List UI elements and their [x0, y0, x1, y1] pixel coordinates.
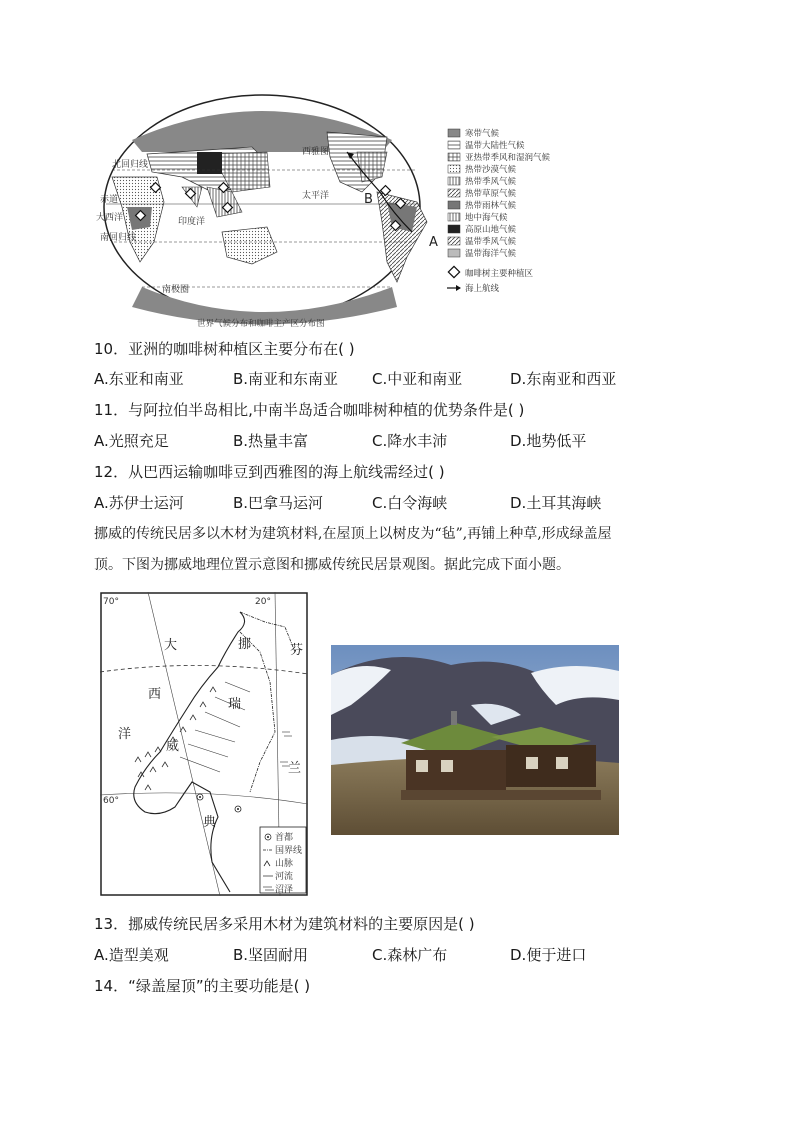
q12-option-b: B.巴拿马运河	[233, 494, 324, 512]
q11-option-a: A.光照充足	[94, 432, 169, 450]
q13-option-b: B.坚固耐用	[233, 946, 309, 964]
q10-option-a: A.东亚和南亚	[94, 370, 184, 388]
label-indian-ocean: 印度洋	[178, 217, 206, 227]
question-number: 14．	[94, 977, 129, 995]
coffee-diamond-icon	[448, 266, 459, 277]
legend-label: 沼泽	[275, 885, 294, 895]
legend-label: 温带季风气候	[465, 237, 517, 247]
legend-label: 寒带气候	[465, 129, 500, 139]
map-legend	[447, 128, 551, 294]
question-12	[94, 462, 445, 482]
legend-label: 热带雨林气候	[465, 201, 517, 211]
legend-label: 海上航线	[465, 284, 500, 294]
world-climate-map-figure	[92, 92, 572, 332]
legend-label: 亚热带季风和湿润气候	[465, 153, 551, 163]
question-text: 亚洲的咖啡树种植区主要分布在( )	[128, 340, 355, 358]
legend-label: 温带大陆性气候	[465, 141, 525, 151]
question-10	[94, 339, 355, 359]
question-14	[94, 976, 310, 996]
question-number: 12．	[94, 463, 129, 481]
label-antarctic-circle: 南极圈	[162, 285, 190, 295]
legend-label: 热带沙漠气候	[465, 165, 517, 175]
label-lat-60: 60°	[103, 796, 119, 806]
intro-line-2: 顶。下图为挪威地理位置示意图和挪威传统民居景观图。据此完成下面小题。	[94, 557, 570, 573]
label-yang: 洋	[118, 727, 132, 742]
label-atlantic: 大西洋	[96, 213, 124, 223]
label-dian: 典	[203, 815, 217, 830]
q11-option-c: C.降水丰沛	[372, 432, 448, 450]
legend-label: 热带草原气候	[465, 189, 517, 199]
question-text: 与阿拉伯半岛相比,中南半岛适合咖啡树种植的优势条件是( )	[128, 401, 525, 419]
label-fen: 芬	[290, 643, 304, 658]
q12-option-a: A.苏伊士运河	[94, 494, 184, 512]
label-seattle: 西雅图	[302, 147, 330, 157]
question-13	[94, 914, 475, 934]
legend-label: 地中海气候	[465, 213, 508, 223]
norway-house-photo	[331, 645, 619, 835]
q11-option-b: B.热量丰富	[233, 432, 309, 450]
question-text: 从巴西运输咖啡豆到西雅图的海上航线需经过( )	[128, 463, 445, 481]
legend-label: 热带季风气候	[465, 177, 517, 187]
legend-label: 咖啡树主要种植区	[465, 269, 534, 279]
label-tropic-north: 北回归线	[112, 160, 149, 170]
label-lon-20: 20°	[255, 597, 271, 607]
legend-label: 温带海洋气候	[465, 249, 517, 259]
q12-option-d: D.土耳其海峡	[510, 494, 602, 512]
legend-label: 首都	[275, 833, 294, 843]
label-lon-70: 70°	[103, 597, 119, 607]
label-rui: 瑞	[228, 697, 242, 712]
label-da: 大	[164, 638, 178, 653]
label-nuo: 挪	[238, 637, 252, 652]
question-number: 10．	[94, 340, 129, 358]
intro-line-1: 挪威的传统民居多以木材为建筑材料,在屋顶上以树皮为“毡”,再铺上种草,形成绿盖屋	[94, 526, 612, 542]
label-lan: 兰	[288, 761, 302, 776]
q13-option-a: A.造型美观	[94, 946, 169, 964]
q10-option-b: B.南亚和东南亚	[233, 370, 339, 388]
legend-label: 山脉	[275, 859, 294, 869]
q10-option-c: C.中亚和南亚	[372, 370, 463, 388]
question-11	[94, 400, 524, 420]
q10-option-d: D.东南亚和西亚	[510, 370, 617, 388]
question-number: 13．	[94, 915, 129, 933]
world-climate-map	[92, 92, 572, 332]
q12-option-c: C.白令海峡	[372, 494, 448, 512]
question-text: 挪威传统民居多采用木材为建筑材料的主要原因是( )	[128, 915, 475, 933]
label-point-b: B	[364, 192, 373, 207]
label-pacific: 太平洋	[302, 191, 330, 201]
label-tropic-south: 南回归线	[100, 233, 137, 243]
label-equator: 赤道	[100, 195, 119, 205]
label-point-a: A	[429, 235, 438, 250]
label-xi: 西	[148, 687, 162, 702]
q13-option-d: D.便于进口	[510, 946, 587, 964]
q13-option-c: C.森林广布	[372, 946, 448, 964]
legend-label: 河流	[275, 872, 294, 882]
label-wei: 威	[166, 739, 180, 754]
q11-option-d: D.地势低平	[510, 432, 587, 450]
legend-label: 高原山地气候	[465, 225, 517, 235]
norway-location-map	[100, 592, 308, 896]
tibet-highland	[197, 152, 222, 174]
question-number: 11．	[94, 401, 129, 419]
question-text: “绿盖屋顶”的主要功能是( )	[128, 977, 311, 995]
legend-label: 国界线	[275, 846, 303, 856]
world-map-caption: 世界气候分布和咖啡主产区分布图	[197, 319, 325, 329]
